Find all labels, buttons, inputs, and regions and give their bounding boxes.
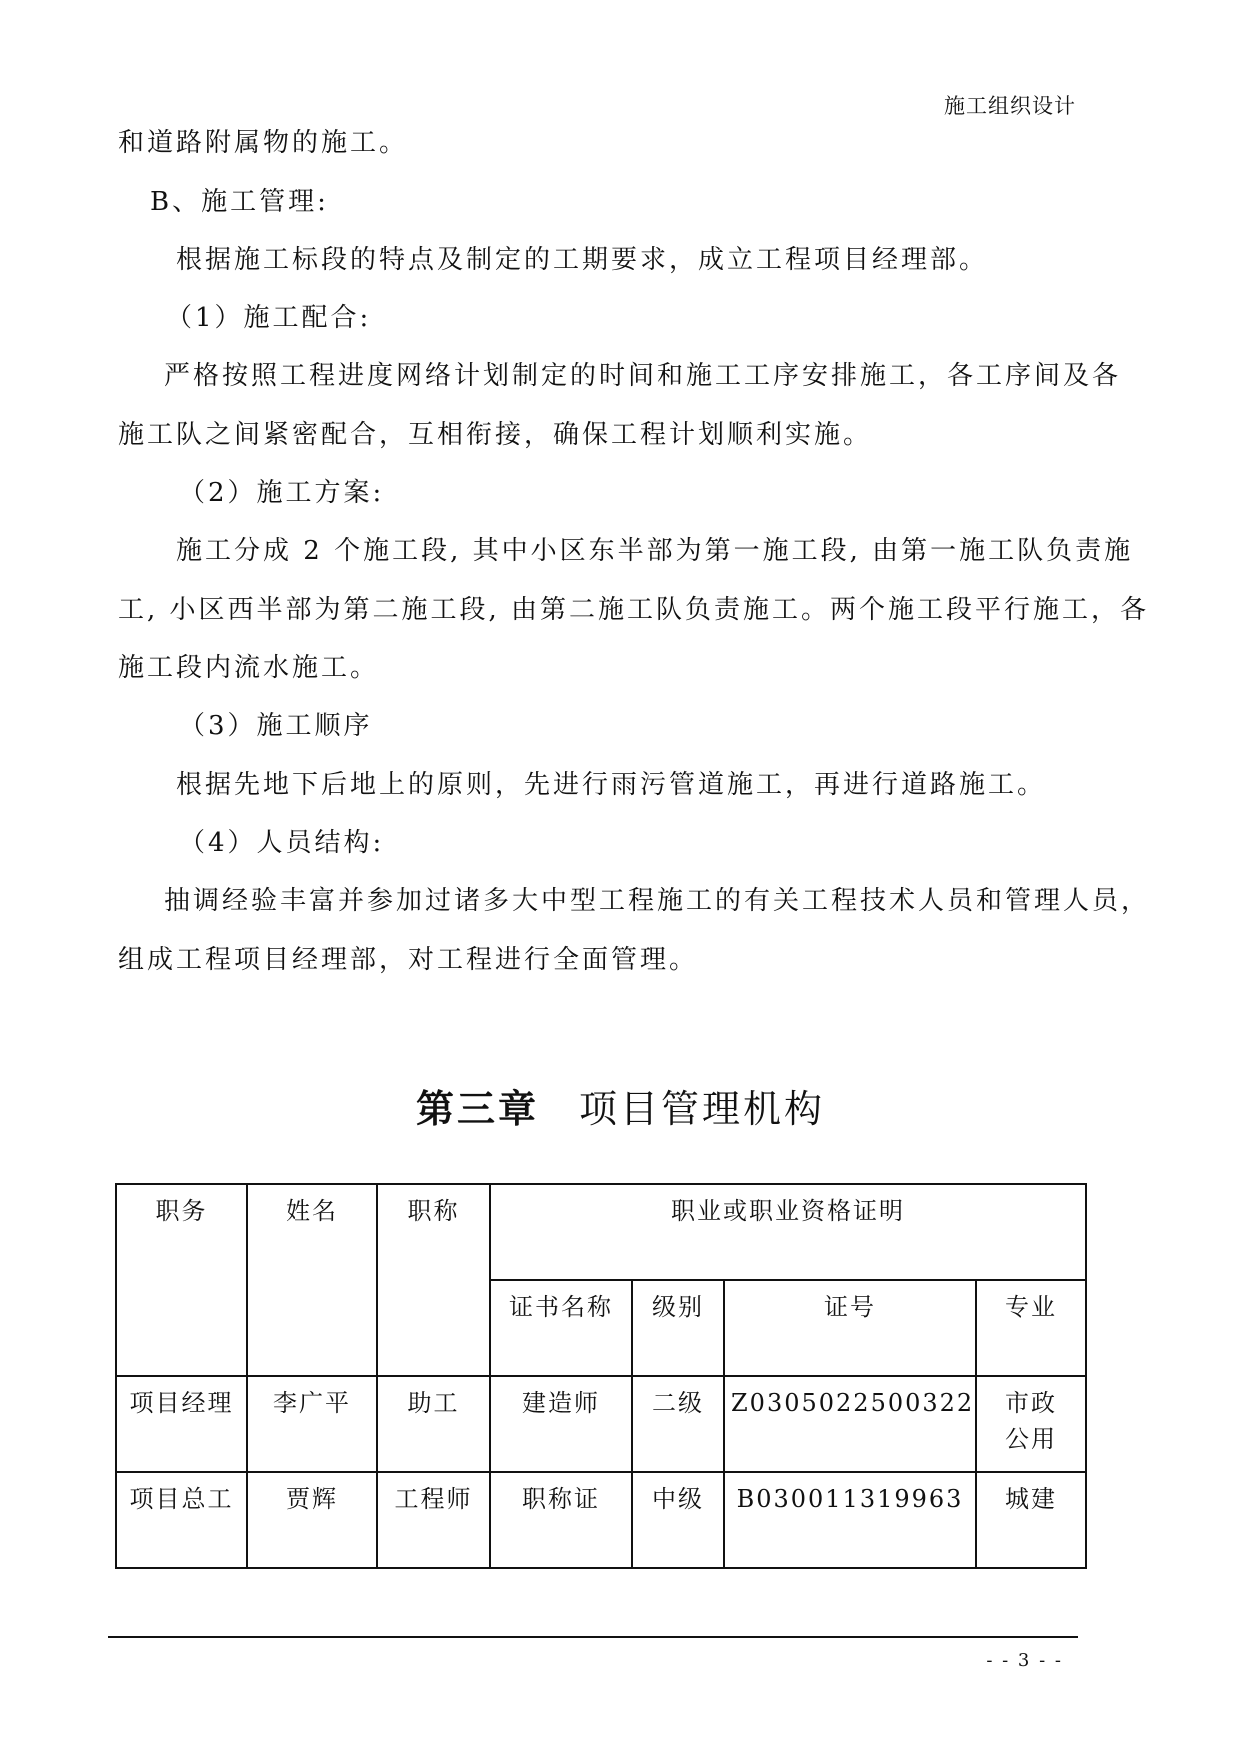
cell-position: 项目经理 <box>116 1376 247 1472</box>
chapter-heading <box>0 1078 1241 1133</box>
header-name: 姓名 <box>247 1184 377 1376</box>
body-line: 根据施工标段的特点及制定的工期要求，成立工程项目经理部。 <box>176 245 989 275</box>
table-row <box>116 1472 1086 1568</box>
subsection-heading: （3）施工顺序 <box>179 711 373 741</box>
chapter-number: 第三章 <box>415 1087 539 1131</box>
cell-position: 项目总工 <box>116 1472 247 1568</box>
cell-cert-name: 职称证 <box>490 1472 632 1568</box>
cell-title: 助工 <box>377 1376 490 1472</box>
header-qualification: 职业或职业资格证明 <box>490 1184 1086 1280</box>
footer-divider <box>108 1636 1078 1638</box>
body-line: 严格按照工程进度网络计划制定的时间和施工工序安排施工，各工序间及各 <box>164 361 1122 391</box>
running-header: 施工组织设计 <box>944 94 1076 118</box>
cell-title: 工程师 <box>377 1472 490 1568</box>
cell-name: 贾辉 <box>247 1472 377 1568</box>
project-management-table <box>115 1183 1087 1569</box>
cell-name: 李广平 <box>247 1376 377 1472</box>
cell-cert-no: Z0305022500322 <box>724 1376 976 1472</box>
section-heading-b: B、施工管理: <box>150 187 329 217</box>
subsection-heading: （2）施工方案: <box>179 478 385 508</box>
cell-cert-name: 建造师 <box>490 1376 632 1472</box>
header-level: 级别 <box>632 1280 724 1376</box>
body-line: 和道路附属物的施工。 <box>118 128 409 158</box>
body-line: 施工分成 2 个施工段, 其中小区东半部为第一施工段, 由第一施工队负责施 <box>176 536 1134 566</box>
subsection-heading: （1）施工配合: <box>166 303 372 333</box>
cell-cert-no: B030011319963 <box>724 1472 976 1568</box>
header-specialty: 专业 <box>976 1280 1086 1376</box>
chapter-title: 项目管理机构 <box>579 1087 826 1131</box>
cell-specialty: 市政 公用 <box>976 1376 1086 1472</box>
body-line: 抽调经验丰富并参加过诸多大中型工程施工的有关工程技术人员和管理人员， <box>164 886 1151 916</box>
header-title: 职称 <box>377 1184 490 1376</box>
body-line: 施工段内流水施工。 <box>118 653 380 683</box>
cell-specialty: 城建 <box>976 1472 1086 1568</box>
body-line: 工, 小区西半部为第二施工段, 由第二施工队负责施工。两个施工段平行施工，各 <box>118 595 1150 625</box>
body-line: 组成工程项目经理部，对工程进行全面管理。 <box>118 945 699 975</box>
table-header-row <box>116 1184 1086 1280</box>
header-position: 职务 <box>116 1184 247 1376</box>
page-number: - - 3 - - <box>986 1650 1063 1671</box>
table-row <box>116 1376 1086 1472</box>
cell-level: 中级 <box>632 1472 724 1568</box>
subsection-heading: （4）人员结构: <box>179 828 385 858</box>
body-line: 根据先地下后地上的原则，先进行雨污管道施工，再进行道路施工。 <box>176 770 1047 800</box>
header-cert-no: 证号 <box>724 1280 976 1376</box>
cell-level: 二级 <box>632 1376 724 1472</box>
header-cert-name: 证书名称 <box>490 1280 632 1376</box>
body-line: 施工队之间紧密配合，互相衔接，确保工程计划顺利实施。 <box>118 420 873 450</box>
